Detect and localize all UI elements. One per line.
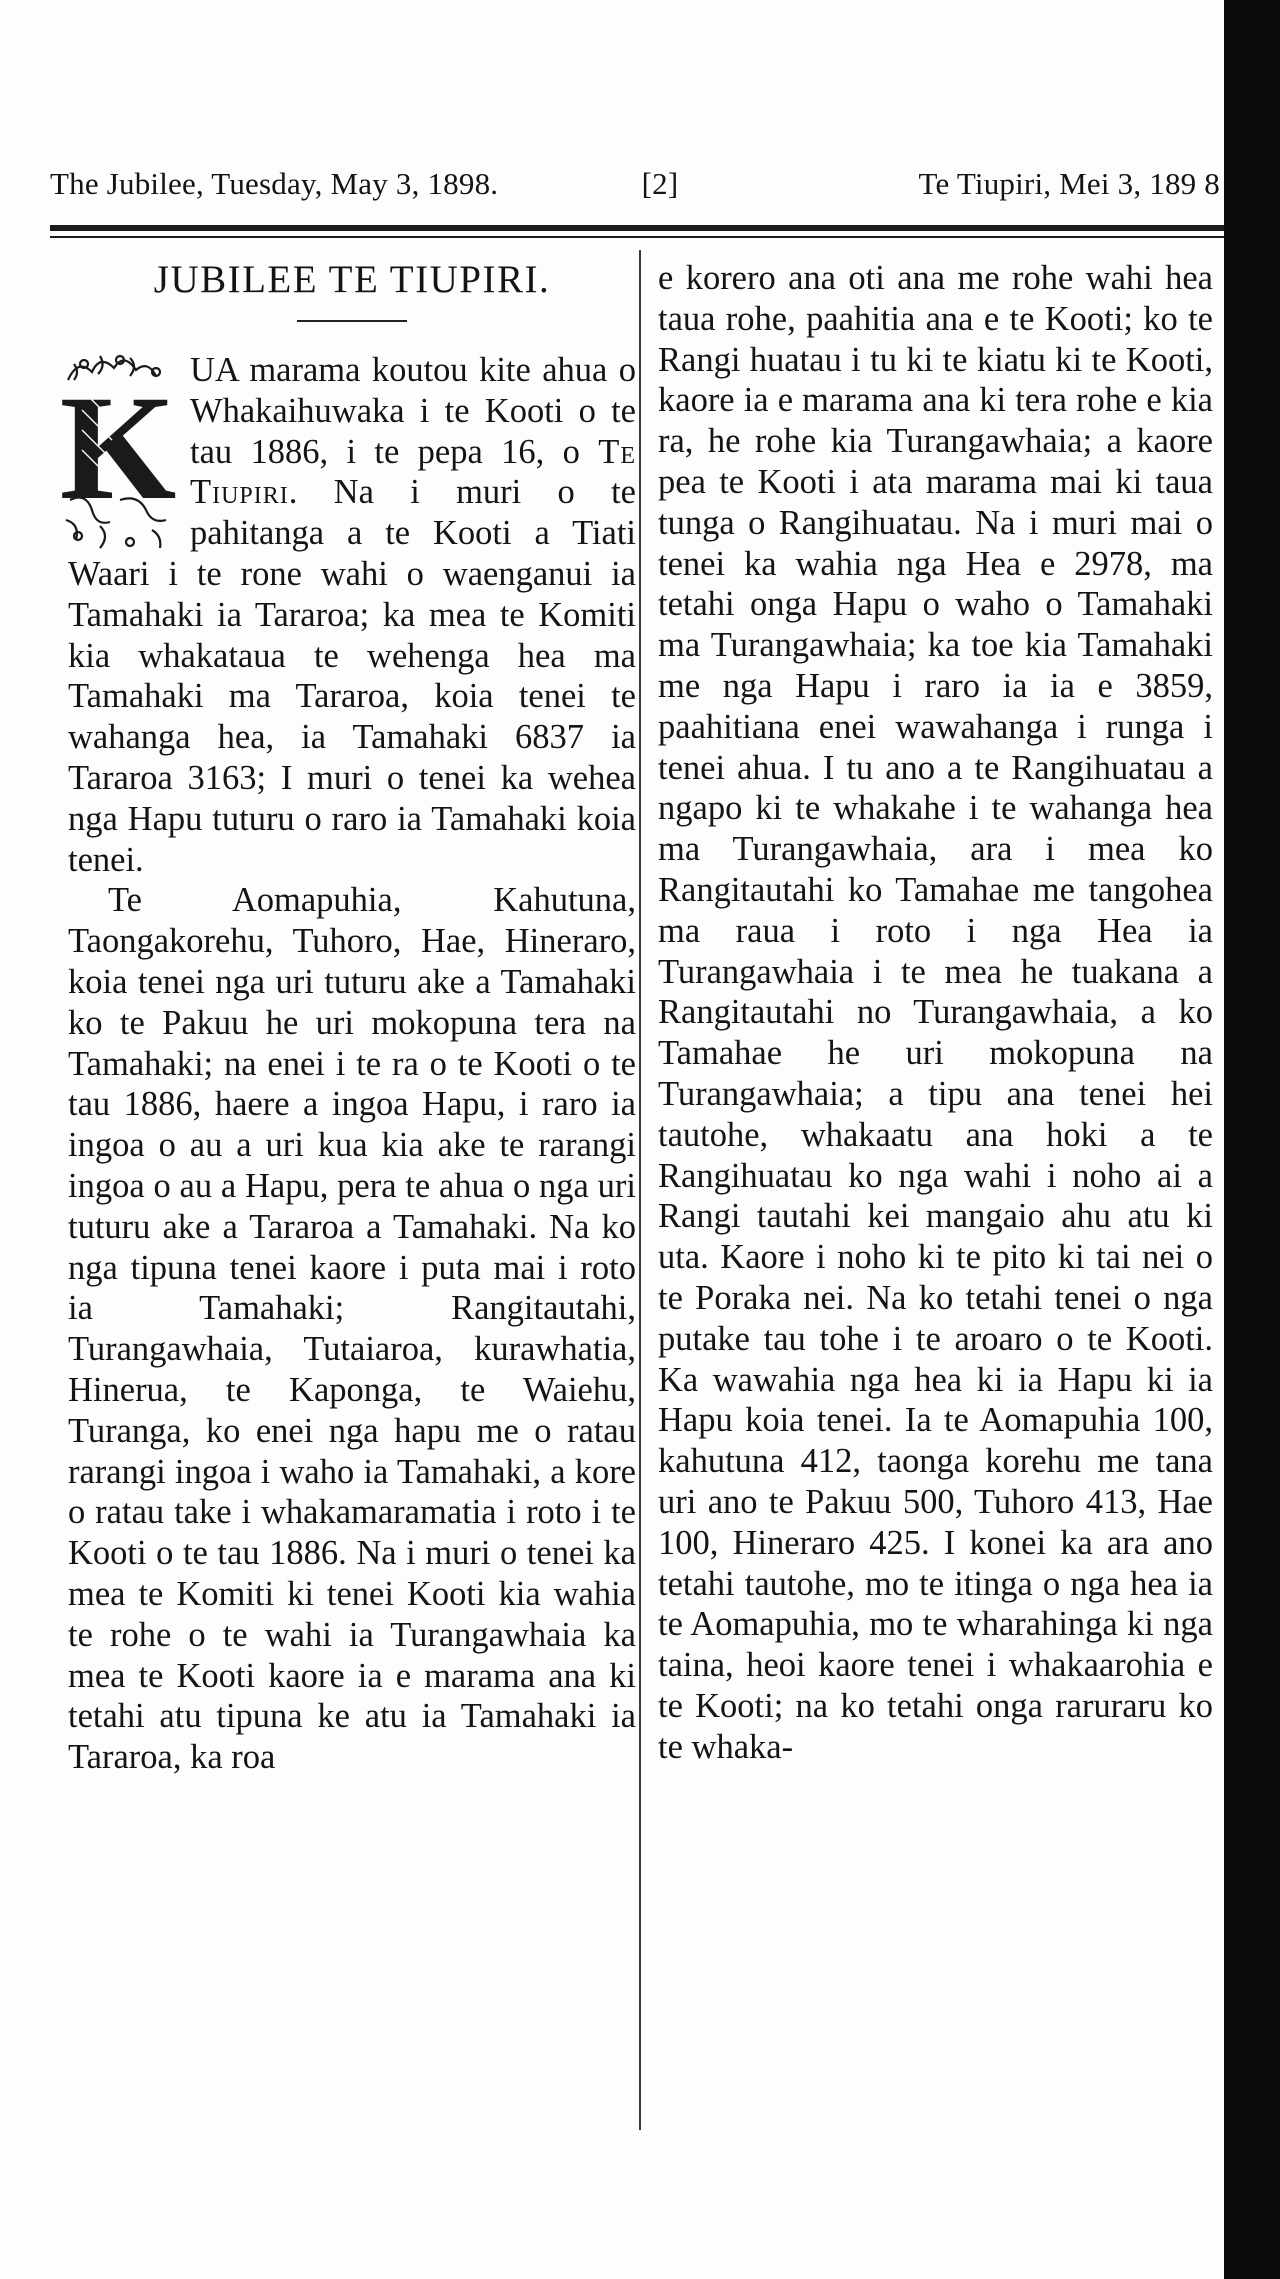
column-divider — [639, 250, 641, 2130]
header-maori-date: Te Tiupiri, Mei 3, 189 8 — [918, 166, 1220, 201]
left-column — [60, 258, 636, 1778]
title-rule — [297, 320, 407, 322]
right-column — [658, 258, 1213, 1767]
header-rule-thick — [50, 225, 1225, 231]
right-column-text: e korero ana oti ana me rohe wahi hea taua rohe, paahitia ana e te Kooti; ko te Rangi huatau i tu ki te kiatu ki te Kooti, kaore ia e marama ana ki tera rohe e kia ra, he rohe kia Turangawhaia; a kaore pea te Kooti i ata marama mai ki taua tunga o Rangihuatau. Na i muri mai o tenei ka wahia nga Hea e 2978, ma tetahi onga Hapu o waho o Tamahaki ma Turangawhaia; ka toe kia Tamahaki me nga Hapu i raro ia ia e 3859, paahitiana enei wawahanga i runga i tenei ahua. I tu ano a te Rangihuatau a ngapo ki te whakahe i te wahanga hea ma Turangawhaia, ara i mea ko Rangitautahi ko Tamahae me tangohea ma raua i roto i nga Hea ia Turangawhaia i te mea he tuakana a Rangitautahi no Turangawhaia, a ko Tamahae he uri mokopuna na Turangawhaia; a tipu ana tenei hei tautohe, whakaatu ana hoki a te Rangihuatau ko nga wahi i noho ai a Rangi tautahi kei mangaio ahu atu ki uta. Kaore i noho ki te pito ki tai nei o te Poraka nei. Na ko tetahi tenei o nga putake tau tohe i te aroaro o te Kooti. Ka wawahia nga hea ki ia Hapu ki ia Hapu koia tenei. Ia te Aomapuhia 100, kahutuna 412, taonga korehu me tana uri ano te Pakuu 500, Tuhoro 413, Hae 100, Hineraro 425. I konei ka ara ano tetahi tautohe, mo te itinga o nga hea ia te Aomapuhia, mo te wharahinga ki nga taina, heoi kaore tenei i whakaarohia e te Kooti; na ko tetahi onga raruraru ko te whaka- — [658, 259, 1213, 1766]
page-number: [2] — [641, 166, 679, 201]
ornamental-dropcap-icon — [60, 350, 178, 552]
header-rule-thin — [50, 236, 1225, 238]
paragraph-1-start: UA marama koutou kite ahua o Whakaihuwaka i te Kooti o te tau 1886, i te pepa 16, o — [190, 351, 636, 471]
svg-text:K: K — [60, 365, 177, 531]
paragraph-1 — [60, 350, 636, 880]
paragraph-2: Te Aomapuhia, Kahutuna, Taongakorehu, Tuhoro, Hae, Hineraro, koia tenei nga uri tuturu ake a Tamahaki ko te Pakuu he uri mokopuna tera na Tamahaki; na enei i te ra o te Kooti o te tau 1886, haere a ingoa Hapu, i raro ia ingoa o au a uri kua kia ake te rarangi ingoa o au a Hapu, pera te ahua o nga uri tuturu ake a Tararoa a Tamahaki. Na ko nga tipuna tenei kaore i puta mai i roto ia Tamahaki; Rangitautahi, Turangawhaia, Tutaiaroa, kurawhatia, Hinerua, te Kaponga, te Waiehu, Turanga, ko enei nga hapu me o ratau rarangi ingoa i waho ia Tamahaki, a kore o ratau take i whakamaramatia i roto i te Kooti o te tau 1886. Na i muri o tenei ka mea te Komiti ki tenei Kooti kia wahia te rohe o te wahi ia Turangawhaia ka mea te Kooti kaore ia e marama ana ki tetahi atu tipuna ke atu ia Tamahaki ia Tararoa, ka roa — [68, 881, 636, 1777]
paragraph-1-rest: . Na i muri o te pahitanga a te Kooti a Tiati Waari i te rone wahi o waenganui ia Tamahaki ia Tararoa; ka mea te Komiti kia whakataua te wehenga hea ma Tamahaki ma Tararoa, koia tenei te wahanga hea, ia Tamahaki 6837 ia Tararoa 3163; I muri o tenei ka wehea nga Hapu tuturu o raro ia Tamahaki koia tenei. — [68, 473, 636, 879]
page-header — [50, 156, 1220, 212]
newspaper-name-smallcaps: Te Tiupiri — [190, 432, 636, 512]
header-english-date: The Jubilee, Tuesday, May 3, 1898. — [50, 166, 499, 201]
scan-edge-shadow — [1224, 0, 1280, 2279]
article-title: JUBILEE TE TIUPIRI. — [153, 258, 551, 301]
